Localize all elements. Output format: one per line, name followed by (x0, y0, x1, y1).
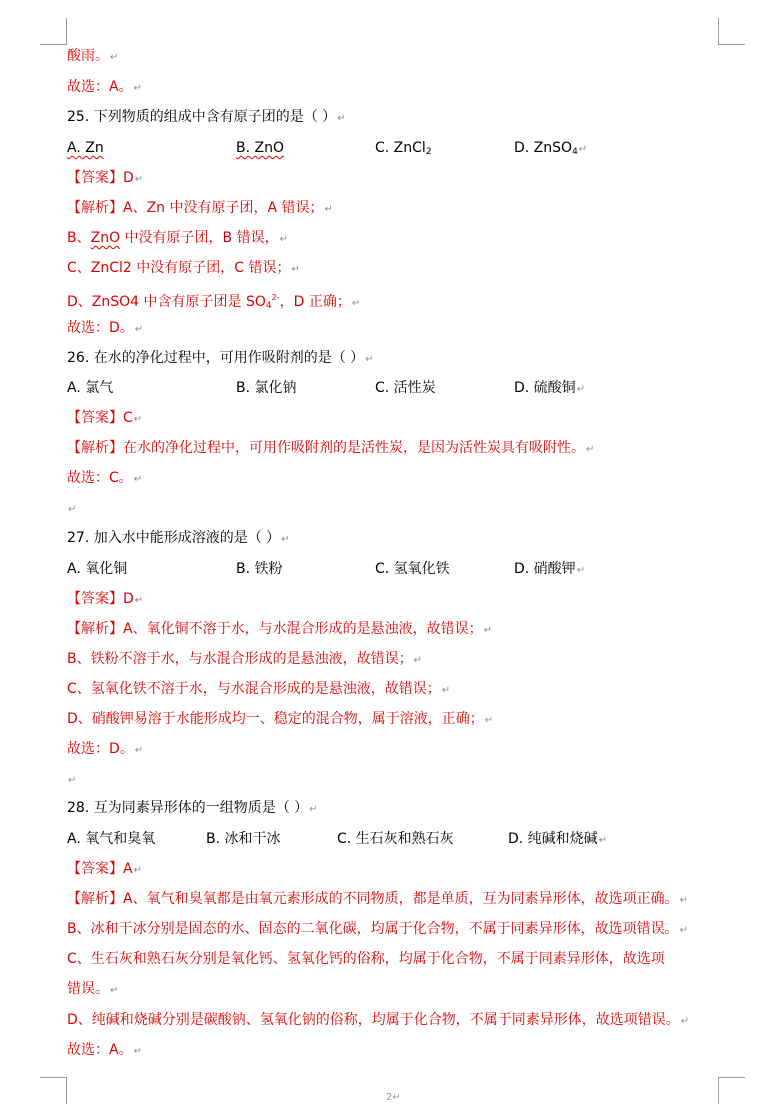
q25-explanation-d: D、ZnSO4 中含有原子团是 $SO_4^{2-}$，D 正确；↵ (67, 293, 361, 311)
q27-option-d: D. 硝酸钾↵ (514, 561, 586, 577)
crop-mark-top-right (718, 18, 745, 45)
empty-paragraph: ↵ (68, 775, 77, 786)
q27-option-a: A. 氧化铜 (67, 561, 128, 577)
q27-explanation-b: B、铁粉不溶于水，与水混合形成的是悬浊液，故错误；↵ (67, 651, 422, 667)
q27-option-b: B. 铁粉 (236, 561, 283, 577)
q25-option-a: A. Zn (67, 140, 104, 156)
q26-answer: 【答案】C↵ (67, 410, 143, 426)
prev-conclusion: 故选：A。↵ (67, 79, 142, 95)
q28-explanation-c-cont: 错误。↵ (67, 981, 119, 997)
q25-conclusion: 故选：D。↵ (67, 320, 144, 336)
empty-paragraph: ↵ (68, 504, 77, 515)
q28-option-c: C. 生石灰和熟石灰 (337, 831, 454, 847)
q25-explanation-b: B、ZnO 中没有原子团，B 错误，↵ (67, 230, 288, 246)
q28-conclusion: 故选：A。↵ (67, 1042, 142, 1058)
q27-answer: 【答案】D↵ (67, 591, 144, 607)
q28-option-b: B. 冰和干冰 (206, 831, 281, 847)
question-27: 27. 加入水中能形成溶液的是（ ）↵ (67, 530, 290, 546)
q27-conclusion: 故选：D。↵ (67, 741, 144, 757)
q25-answer: 【答案】D↵ (67, 170, 144, 186)
q28-explanation-c: C、生石灰和熟石灰分别是氧化钙、氢氧化钙的俗称，均属于化合物，不属于同素异形体，故选项 (67, 951, 665, 967)
q26-explanation: 【解析】在水的净化过程中，可用作吸附剂的是活性炭，是因为活性炭具有吸附性。↵ (67, 440, 595, 456)
q26-option-b: B. 氯化钠 (236, 380, 297, 396)
q27-option-c: C. 氢氧化铁 (375, 561, 450, 577)
q26-conclusion: 故选：C。↵ (67, 470, 143, 486)
q25-option-c: C. ZnCl$_2$ (375, 140, 432, 157)
q27-explanation-c: C、氢氧化铁不溶于水，与水混合形成的是悬浊液，故错误；↵ (67, 681, 451, 697)
prev-explanation-tail: 酸雨。↵ (67, 48, 119, 64)
q26-option-a: A. 氯气 (67, 380, 114, 396)
q28-explanation-b: B、冰和干冰分别是固态的水、固态的二氧化碳，均属于化合物，不属于同素异形体，故选项错误。↵ (67, 921, 688, 937)
question-26: 26. 在水的净化过程中，可用作吸附剂的是（ ）↵ (67, 350, 374, 366)
q26-option-d: D. 硫酸铜↵ (514, 380, 586, 396)
q25-explanation-c: C、ZnCl2 中没有原子团，C 错误；↵ (67, 260, 300, 276)
q27-explanation-d: D、硝酸钾易溶于水能形成均一、稳定的混合物，属于溶液，正确；↵ (67, 711, 494, 727)
q28-option-a: A. 氧气和臭氧 (67, 831, 156, 847)
q28-explanation-d: D、纯碱和烧碱分别是碳酸钠、氢氧化钠的俗称，均属于化合物，不属于同素异形体，故选项错误。↵ (67, 1012, 690, 1028)
q25-option-d: D. ZnSO$_4$↵ (514, 140, 588, 157)
q28-option-d: D. 纯碱和烧碱↵ (508, 831, 608, 847)
q28-explanation-a: 【解析】A、氧气和臭氧都是由氧元素形成的不同物质，都是单质，互为同素异形体，故选项正确。↵ (67, 891, 688, 907)
question-28: 28. 互为同素异形体的一组物质是（ ）↵ (67, 800, 318, 816)
page-number: 2↵ (386, 1092, 401, 1103)
crop-mark-bottom-left (40, 1077, 67, 1104)
q26-option-c: C. 活性炭 (375, 380, 436, 396)
question-25: 25. 下列物质的组成中含有原子团的是（ ）↵ (67, 109, 346, 125)
q27-explanation-a: 【解析】A、氧化铜不溶于水，与水混合形成的是悬浊液，故错误；↵ (67, 621, 492, 637)
crop-mark-top-left (40, 18, 67, 45)
q25-option-b: B. ZnO (236, 140, 284, 156)
q25-explanation-a: 【解析】A、Zn 中没有原子团，A 错误；↵ (67, 200, 333, 216)
q28-answer: 【答案】A↵ (67, 861, 142, 877)
crop-mark-bottom-right (718, 1077, 745, 1104)
